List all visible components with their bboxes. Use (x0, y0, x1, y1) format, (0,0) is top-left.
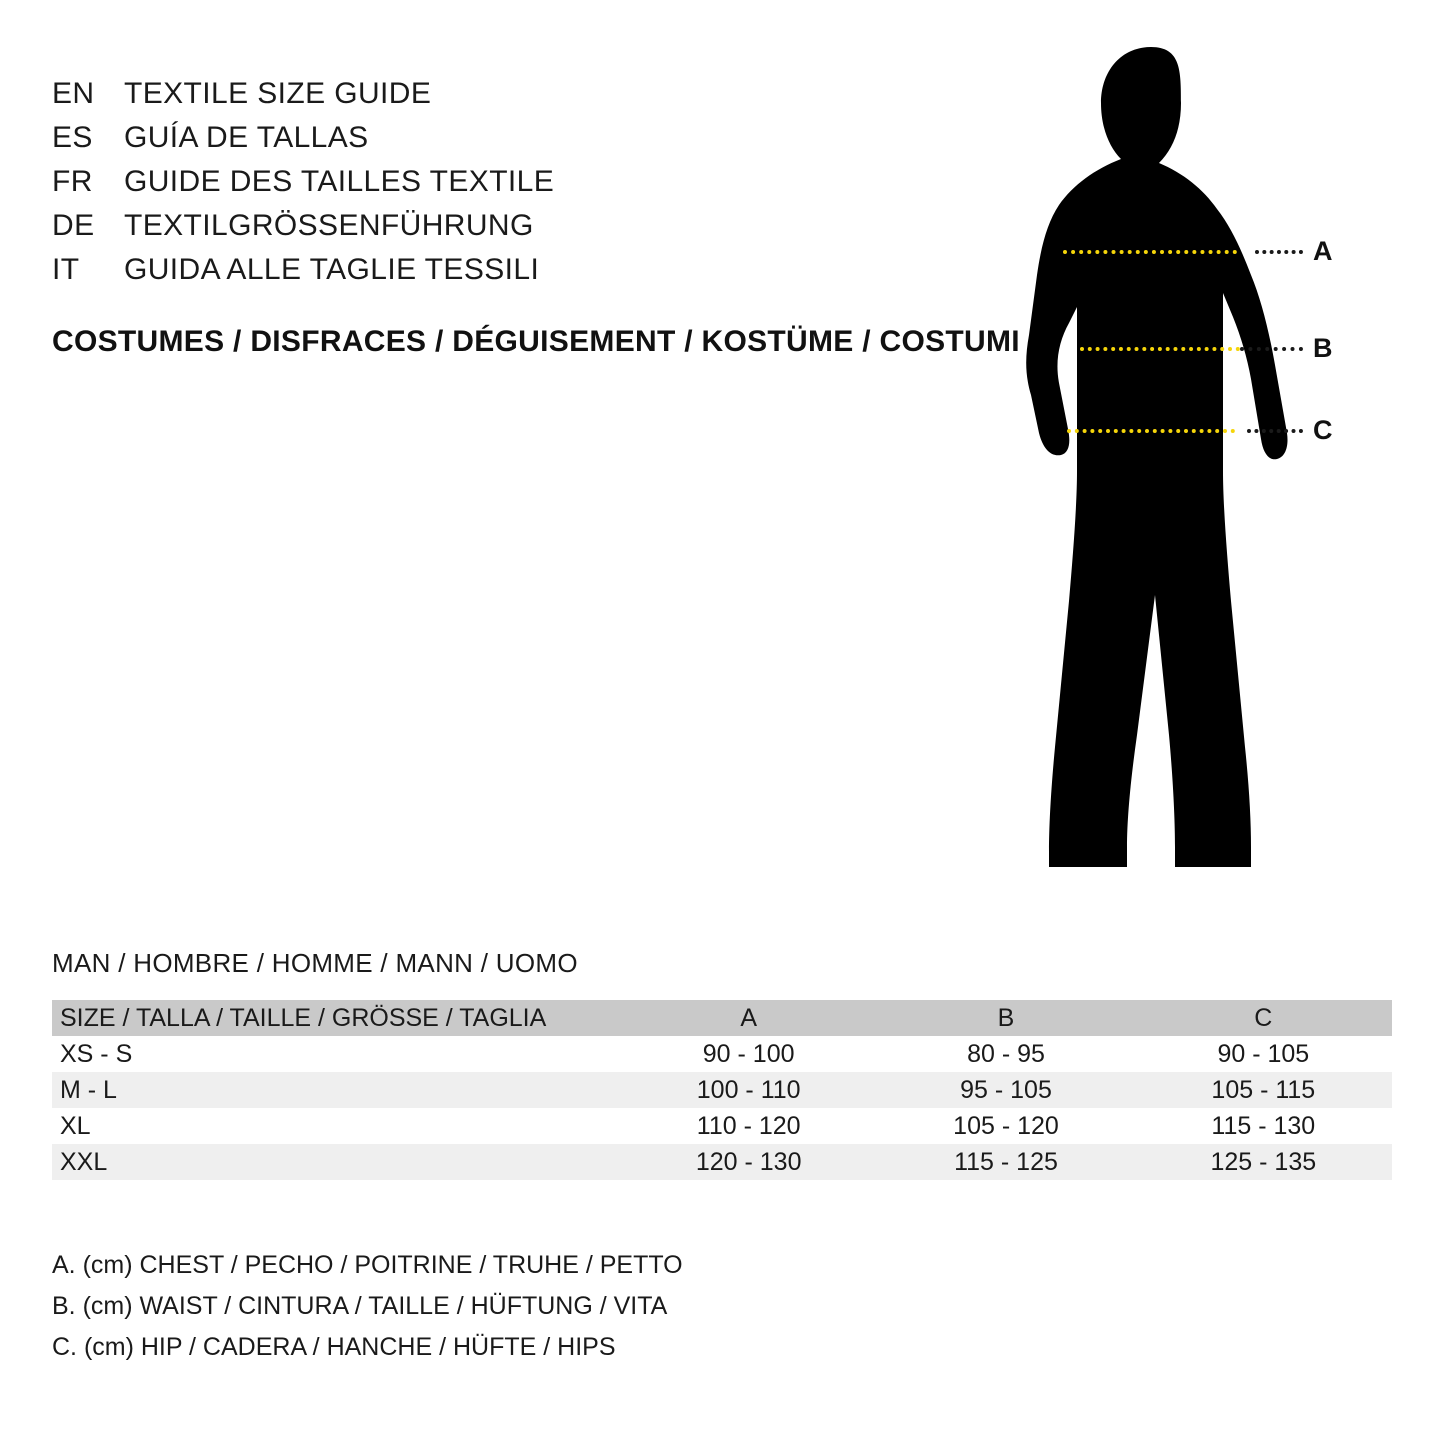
language-row-en (52, 72, 1012, 116)
table-row (52, 1108, 1392, 1144)
language-text-it: GUIDA ALLE TAGLIE TESSILI (124, 253, 540, 286)
hip-marker-label: C (1313, 415, 1333, 445)
cell-size: XL (60, 1111, 91, 1140)
language-text-de: TEXTILGRÖSSENFÜHRUNG (124, 209, 534, 242)
cell-size: XXL (60, 1147, 108, 1176)
cell-b: 105 - 120 (953, 1111, 1059, 1140)
language-text-fr: GUIDE DES TAILLES TEXTILE (124, 165, 555, 198)
language-code-en: EN (52, 77, 95, 110)
cell-c: 115 - 130 (1211, 1111, 1316, 1140)
language-code-es: ES (52, 121, 93, 154)
cell-a: 120 - 130 (695, 1147, 802, 1176)
chest-marker-label: A (1313, 236, 1333, 266)
header-b: B (997, 1003, 1015, 1032)
header-c: C (1254, 1003, 1273, 1032)
cell-c: 105 - 115 (1211, 1075, 1316, 1104)
cell-size: M - L (60, 1075, 117, 1104)
size-table (52, 1000, 1392, 1180)
cell-a: 100 - 110 (696, 1075, 801, 1104)
legend-line-c: C. (cm) HIP / CADERA / HANCHE / HÜFTE / HIPS (52, 1333, 616, 1361)
table-row (52, 1072, 1392, 1108)
legend-line-b: B. (cm) WAIST / CINTURA / TAILLE / HÜFTUNG / VITA (52, 1292, 668, 1320)
chest-measure-line (1063, 250, 1237, 254)
language-row-fr (52, 160, 1012, 204)
cell-size: XS - S (60, 1039, 133, 1068)
language-row-es (52, 116, 1012, 160)
language-row-de (52, 204, 1012, 248)
language-text-en: TEXTILE SIZE GUIDE (124, 77, 432, 110)
language-text-es: GUÍA DE TALLAS (124, 121, 369, 154)
table-row (52, 1036, 1392, 1072)
hip-measure-line (1067, 429, 1235, 433)
waist-leader-line (1240, 347, 1303, 351)
header-a: A (740, 1003, 757, 1032)
body-measurement-figure (955, 35, 1375, 895)
waist-marker-label: B (1313, 333, 1333, 363)
cell-b: 80 - 95 (967, 1039, 1045, 1068)
measurement-legend (52, 1245, 683, 1368)
header-size: SIZE / TALLA / TAILLE / GRÖSSE / TAGLIA (60, 1003, 547, 1032)
legend-line-a: A. (cm) CHEST / PECHO / POITRINE / TRUHE / PETTO (52, 1251, 683, 1279)
cell-c: 125 - 135 (1210, 1147, 1317, 1176)
table-header-row (52, 1000, 1392, 1036)
cell-b: 95 - 105 (960, 1075, 1052, 1104)
chest-leader-line (1255, 250, 1303, 254)
table-row (52, 1144, 1392, 1180)
category-title: COSTUMES / DISFRACES / DÉGUISEMENT / KOSTÜME / COSTUMI (52, 325, 1020, 358)
cell-c: 90 - 105 (1217, 1039, 1310, 1068)
language-code-fr: FR (52, 165, 93, 198)
waist-measure-line (1080, 347, 1240, 351)
language-row-it (52, 248, 1012, 292)
table-title: MAN / HOMBRE / HOMME / MANN / UOMO (52, 948, 578, 978)
cell-a: 90 - 100 (702, 1039, 795, 1068)
cell-a: 110 - 120 (696, 1111, 801, 1140)
hip-leader-line (1247, 429, 1303, 433)
language-list (52, 72, 1012, 292)
man-silhouette-icon (955, 35, 1375, 895)
cell-b: 115 - 125 (954, 1147, 1058, 1176)
language-code-it: IT (52, 253, 80, 286)
language-code-de: DE (52, 209, 95, 242)
